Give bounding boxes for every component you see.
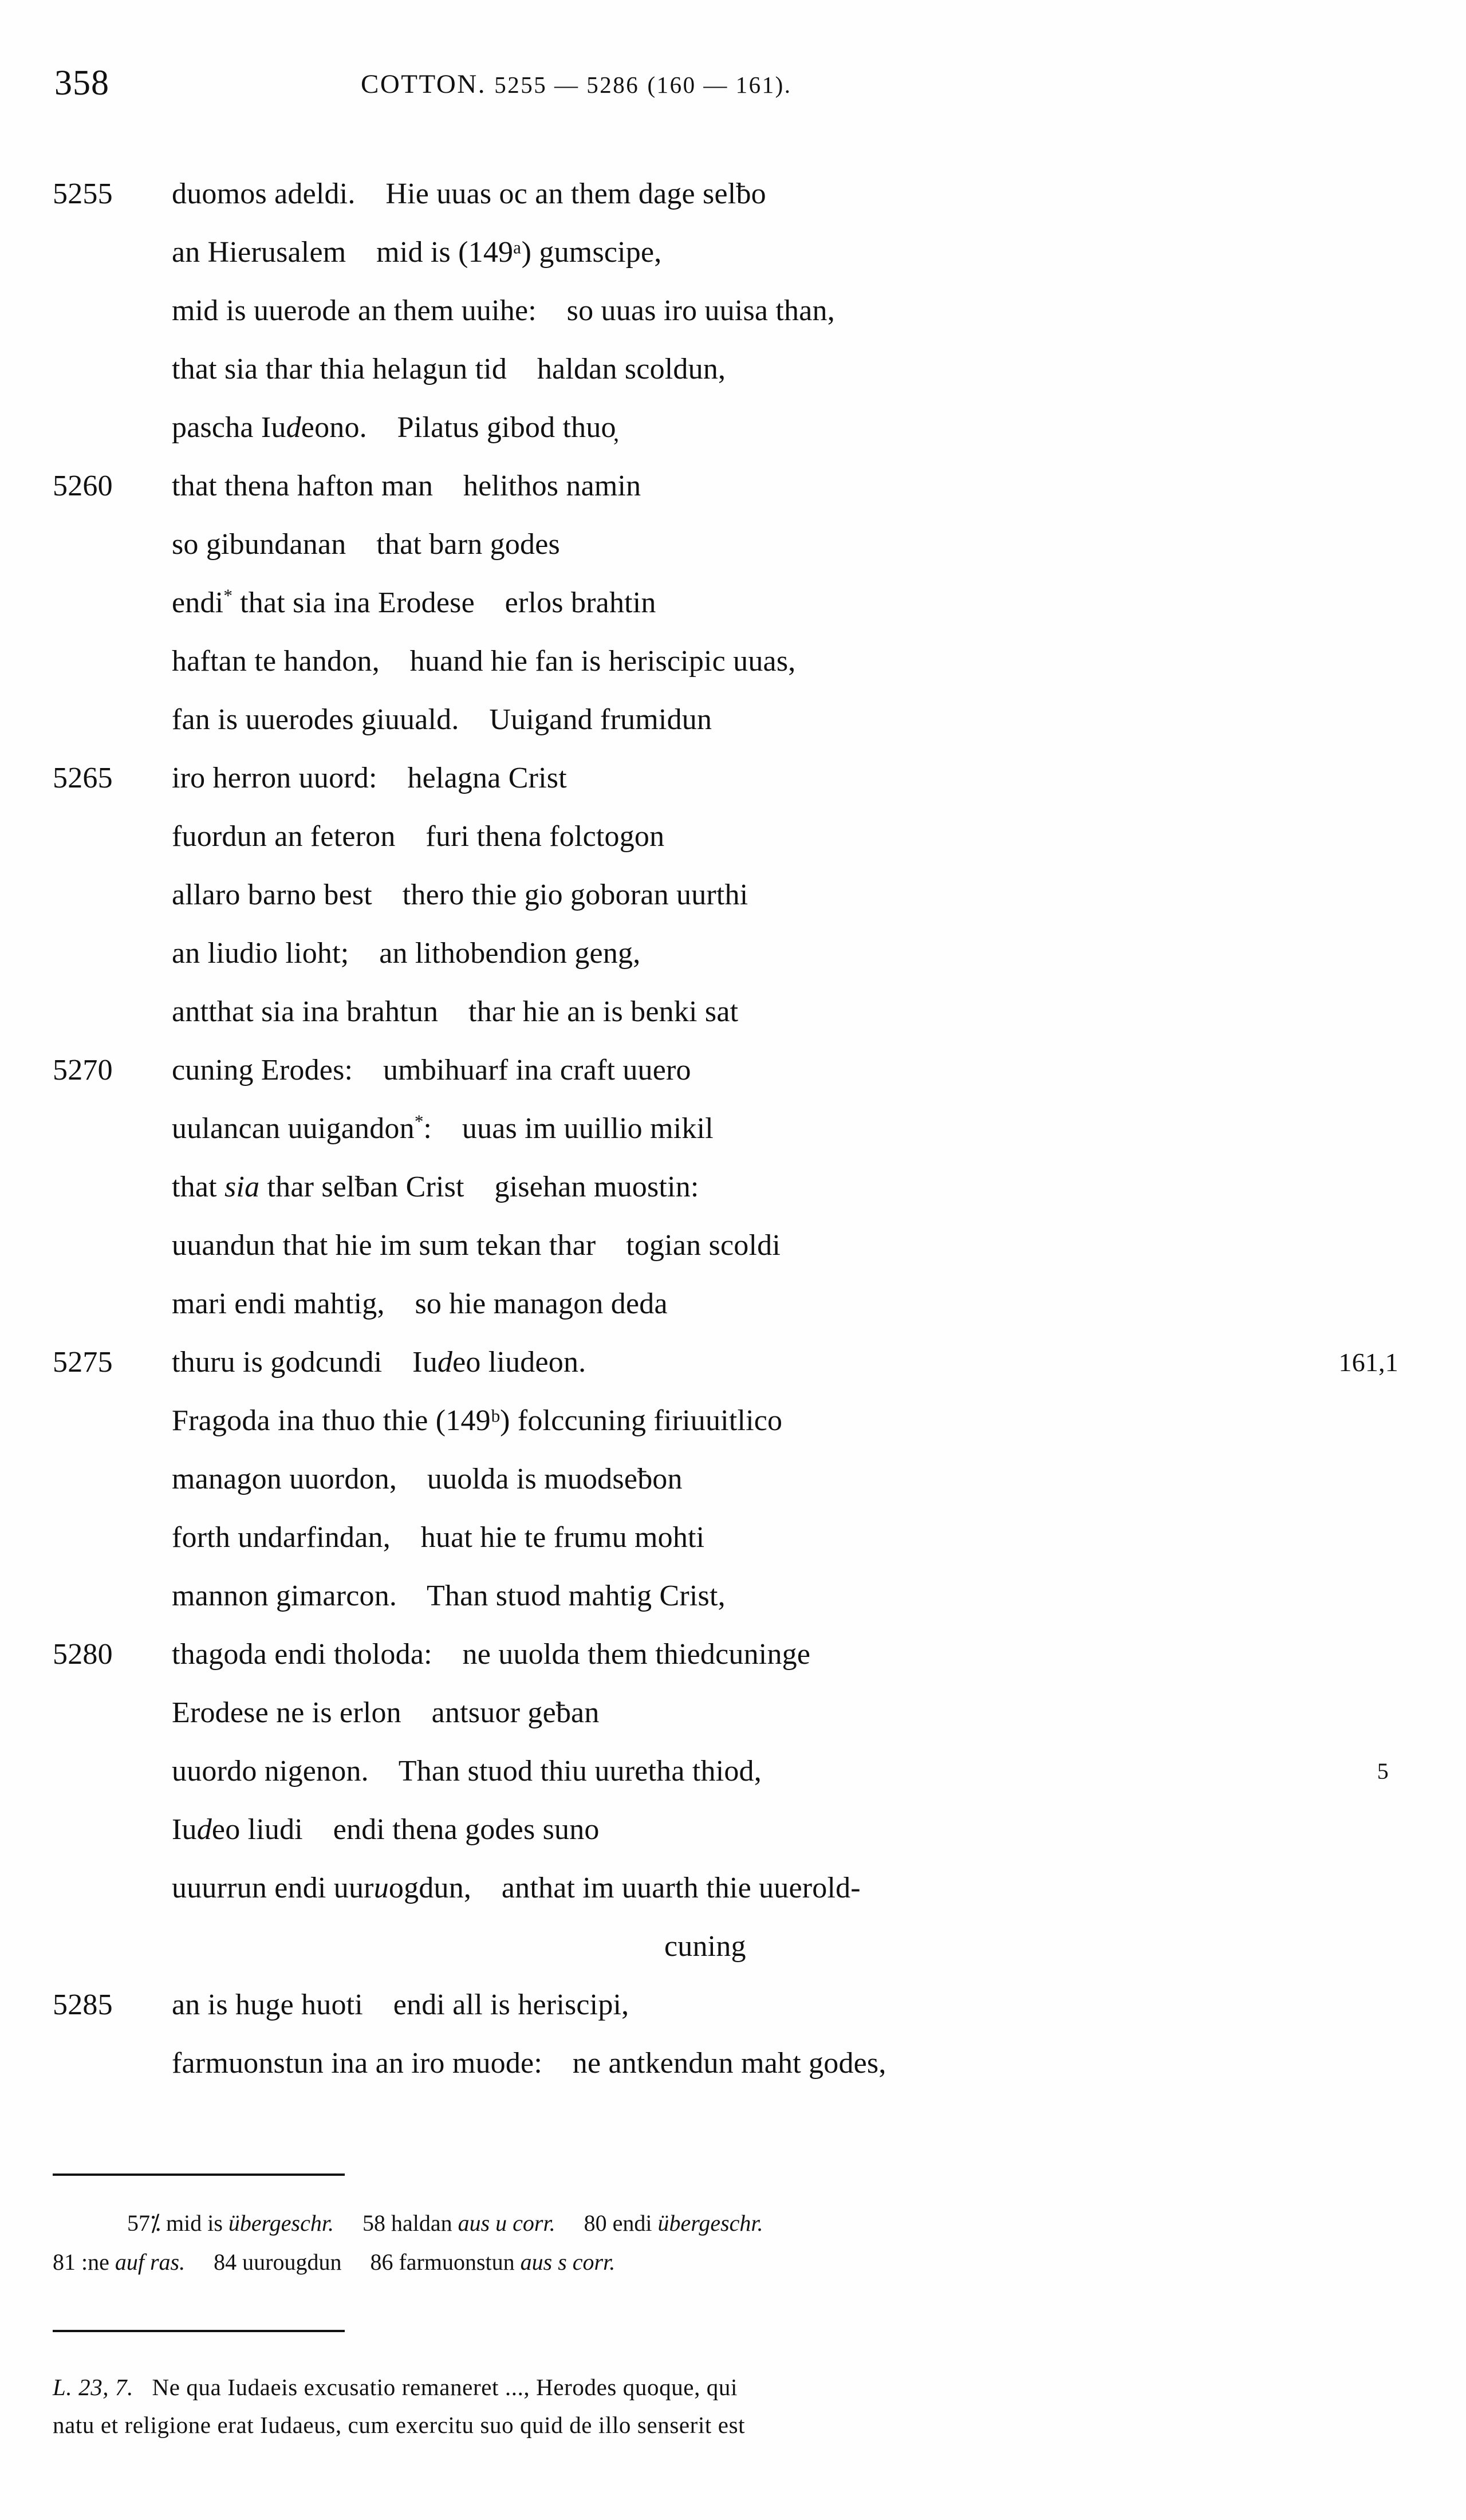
verse-line (0, 1684, 1466, 1742)
running-title-range: 5255 — 5286 (494, 72, 640, 98)
verse-line (0, 399, 1466, 457)
verse-line-text: antthat sia ina brahtun thar hie an is benki sat (172, 995, 739, 1028)
verse-line (0, 749, 1466, 808)
verse-line (0, 808, 1466, 866)
verse-body (0, 165, 1466, 2093)
apparatus-entry-note: übergeschr. (228, 2210, 334, 2236)
apparatus-entry-lemma: uurougdun (242, 2249, 342, 2275)
verse-line-number: 5265 (53, 762, 113, 794)
verse-line-text: an Hierusalem mid is (149ᵃ) gumscipe, (172, 236, 662, 269)
verse-line-text: an liudio lioht; an lithobendion geng, (172, 937, 641, 970)
apparatus-entry-lemma: haldan (391, 2210, 452, 2236)
verse-line (0, 282, 1466, 340)
verse-line-text: so gibundanan that barn godes (172, 528, 560, 561)
apparatus-entry-note: übergeschr. (657, 2210, 763, 2236)
verse-line-text: mannon gimarcon. Than stuod mahtig Crist, (172, 1580, 726, 1612)
apparatus-entry-note: auf ras. (115, 2249, 186, 2275)
verse-line-text: uulancan uuigandon*: uuas im uuillio mikil (172, 1111, 714, 1145)
verse-line-text: uuandun that hie im sum tekan thar togian scoldi (172, 1229, 781, 1262)
apparatus-entry-lemma: farmuonstun (399, 2249, 515, 2275)
apparatus-line-1 (0, 2204, 1466, 2243)
verse-line-text: cuning (664, 1930, 746, 1963)
apparatus-entry-number: 58 (362, 2210, 385, 2236)
verse-line (0, 340, 1466, 399)
verse-line (0, 1801, 1466, 1859)
verse-line (0, 1742, 1466, 1801)
verse-line-text: Fragoda ina thuo thie (149ᵇ) folccuning firiuuitlico (172, 1404, 783, 1437)
verse-line-text: allaro barno best thero thie gio goboran uurthi (172, 879, 748, 911)
verse-line (0, 1158, 1466, 1216)
verse-line-text: Iudeo liudi endi thena godes suno (172, 1813, 600, 1846)
verse-line (0, 1625, 1466, 1684)
verse-line-text: pascha Iudeono. Pilatus gibod thuo̦ (172, 411, 616, 444)
verse-line-text: fuordun an feteron furi thena folctogon (172, 820, 665, 853)
verse-line (0, 1333, 1466, 1392)
margin-reference: 5 (1377, 1758, 1389, 1784)
apparatus-entry-number: 86 (370, 2249, 393, 2275)
verse-line-text: haftan te handon, huand hie fan is heriscipic uuas, (172, 645, 796, 678)
verse-line-text: uuurrun endi uuruogdun, anthat im uuarth thie uuerold- (172, 1872, 861, 1904)
running-title-main: COTTON. (361, 69, 486, 99)
verse-line (0, 1392, 1466, 1450)
verse-line (0, 866, 1466, 924)
verse-line (0, 515, 1466, 574)
verse-line (0, 2034, 1466, 2093)
running-title-parens: (160 — 161). (647, 72, 792, 98)
apparatus-entry-note: aus u corr. (458, 2210, 555, 2236)
verse-line (0, 1567, 1466, 1625)
verse-line-number: 5255 (53, 178, 113, 210)
verse-line (0, 1917, 1466, 1976)
apparatus-line-2 (0, 2243, 1466, 2282)
apparatus-entry-note: aus s corr. (520, 2249, 616, 2275)
margin-reference: 161,1 (1338, 1348, 1398, 1377)
verse-line-text: cuning Erodes: umbihuarf ina craft uuero (172, 1054, 691, 1086)
critical-apparatus (0, 2204, 1466, 2282)
verse-line-number: 5275 (53, 1346, 113, 1379)
apparatus-entry-lemma: endi (612, 2210, 652, 2236)
apparatus-entry-lemma: mid is (166, 2210, 223, 2236)
verse-line-text: Erodese ne is erlon antsuor geƀan (172, 1696, 600, 1729)
verse-line-text: that sia thar selƀan Crist gisehan muostin: (172, 1171, 699, 1203)
verse-line-text: iro herron uuord: helagna Crist (172, 762, 567, 794)
verse-line-text: forth undarfindan, huat hie te frumu mohti (172, 1521, 705, 1554)
verse-line-text: mari endi mahtig, so hie managon deda (172, 1287, 668, 1320)
verse-line (0, 1275, 1466, 1333)
source-reference: L. 23, 7. (53, 2374, 133, 2400)
verse-line-text: thuru is godcundi Iudeo liudeon. (172, 1346, 586, 1379)
verse-line-number: 5285 (53, 1989, 113, 2021)
verse-line (0, 1041, 1466, 1100)
source-text-line-1: Ne qua Iudaeis excusatio remaneret ..., Herodes quoque, qui (152, 2374, 738, 2400)
verse-line-text: managon uuordon, uuolda is muodseƀon (172, 1463, 683, 1495)
verse-line (0, 1450, 1466, 1509)
verse-line (0, 924, 1466, 983)
verse-line (0, 1100, 1466, 1158)
verse-line (0, 691, 1466, 749)
running-head (0, 63, 1466, 115)
verse-line (0, 457, 1466, 515)
apparatus-entry-number: 57⁒ (127, 2210, 160, 2236)
running-title (361, 69, 792, 100)
verse-line-number: 5260 (53, 470, 113, 502)
verse-line (0, 165, 1466, 223)
verse-line (0, 574, 1466, 632)
verse-line-text: duomos adeldi. Hie uuas oc an them dage selƀo (172, 178, 766, 210)
verse-line-text: farmuonstun ina an iro muode: ne antkendun maht godes, (172, 2047, 886, 2080)
verse-line (0, 983, 1466, 1041)
verse-line-text: that thena hafton man helithos namin (172, 470, 641, 502)
verse-line-text: mid is uuerode an them uuihe: so uuas iro uuisa than, (172, 294, 835, 327)
verse-line-text: thagoda endi tholoda: ne uuolda them thiedcuninge (172, 1638, 811, 1671)
apparatus-rule-bottom (53, 2330, 345, 2332)
verse-line (0, 1976, 1466, 2034)
apparatus-entry-number: 81 (53, 2249, 76, 2275)
verse-line (0, 632, 1466, 691)
verse-line (0, 223, 1466, 282)
page-number: 358 (54, 64, 109, 103)
verse-line (0, 1509, 1466, 1567)
verse-line-text: endi* that sia ina Erodese erlos brahtin (172, 585, 656, 619)
verse-line (0, 1216, 1466, 1275)
apparatus-entry-number: 80 (584, 2210, 607, 2236)
source-note (53, 2368, 1416, 2444)
verse-line-number: 5280 (53, 1638, 113, 1671)
apparatus-entry-lemma: :ne (81, 2249, 109, 2275)
verse-line (0, 1859, 1466, 1917)
apparatus-entry-number: 84 (214, 2249, 237, 2275)
verse-line-text: uuordo nigenon. Than stuod thiu uuretha thiod, (172, 1755, 762, 1787)
verse-line-text: that sia thar thia helagun tid haldan scoldun, (172, 353, 726, 385)
source-text-line-2: natu et religione erat Iudaeus, cum exercitu suo quid de illo senserit est (53, 2412, 746, 2438)
verse-line-number: 5270 (53, 1054, 113, 1086)
verse-line-text: fan is uuerodes giuuald. Uuigand frumidun (172, 703, 712, 736)
apparatus-rule-top (53, 2174, 345, 2176)
verse-line-text: an is huge huoti endi all is heriscipi, (172, 1989, 629, 2021)
